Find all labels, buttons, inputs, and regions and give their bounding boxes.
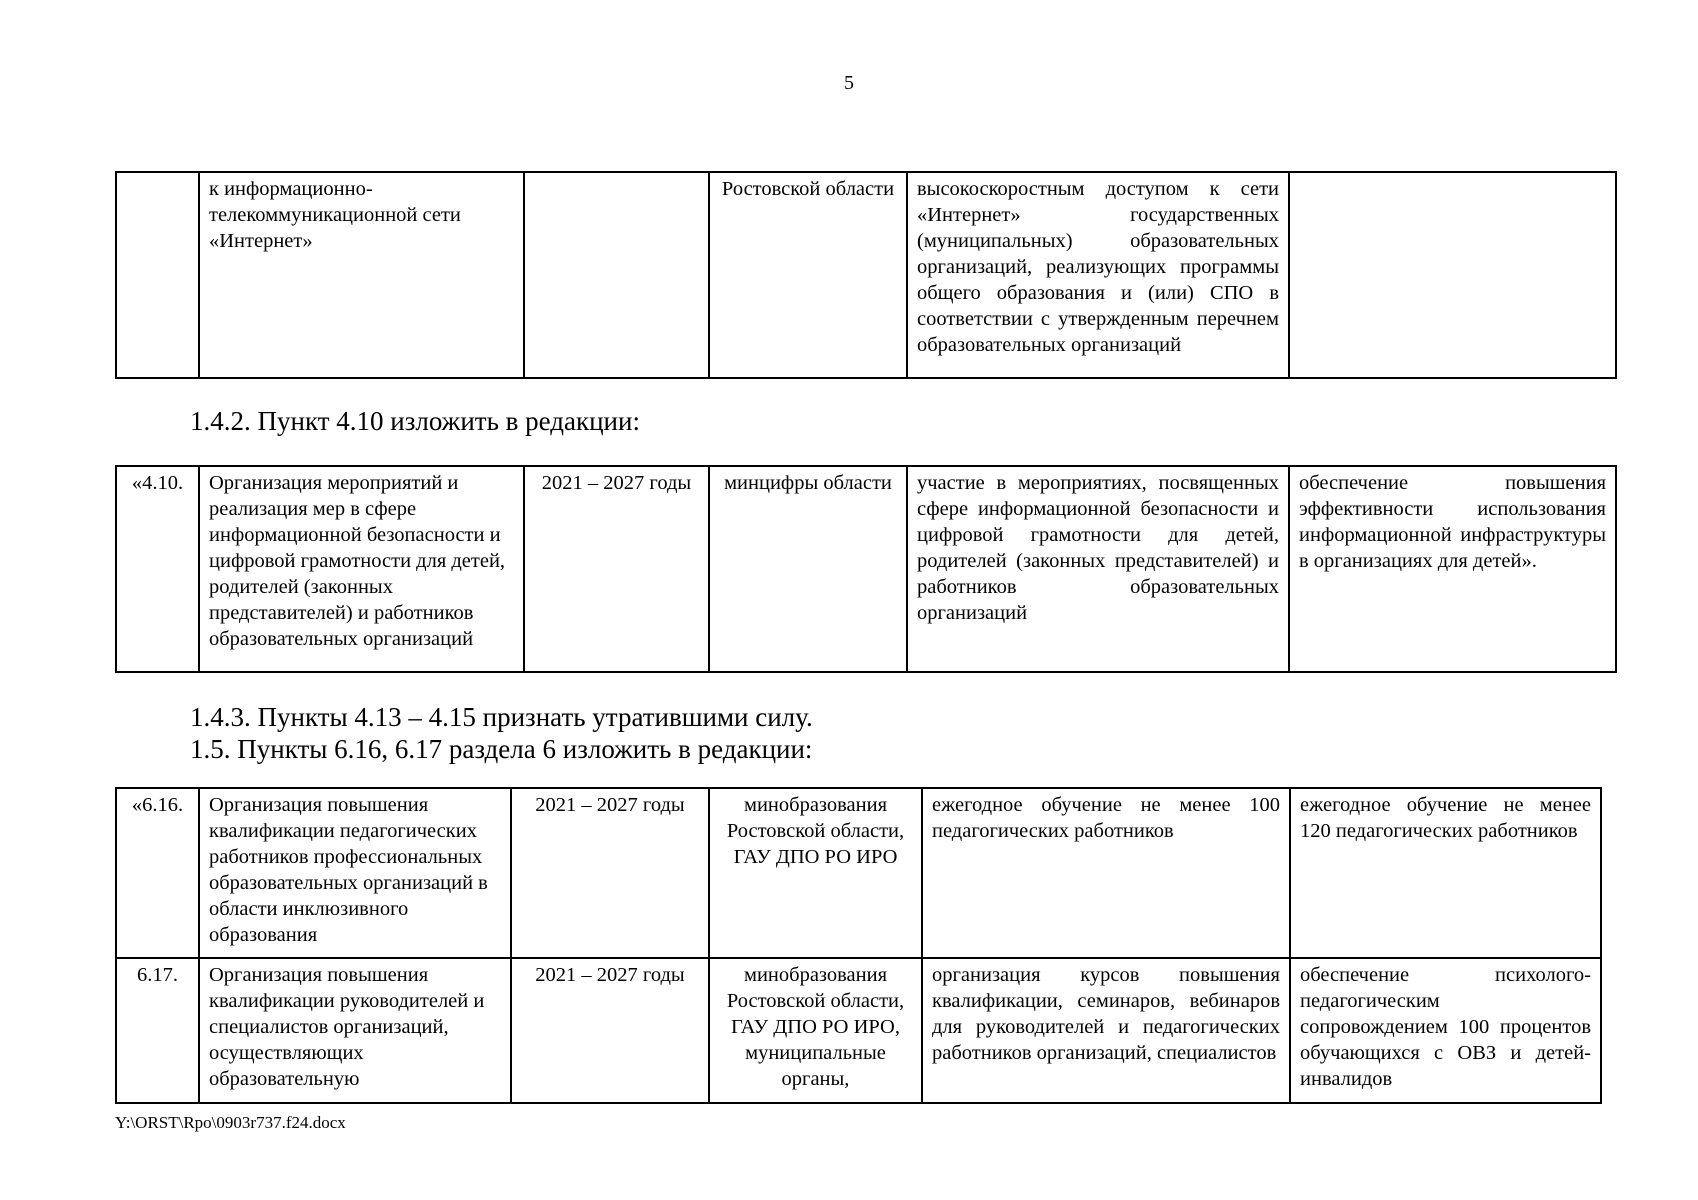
cell-task: Организация повышения квалификации педагогических работников профессиональных образовательных организаций в области инклюзивного образования <box>199 788 511 958</box>
cell-executor: Ростовской области <box>709 172 907 378</box>
cell-link <box>1289 172 1616 378</box>
table-item-4-10 <box>115 465 1617 673</box>
cell-period <box>524 172 709 378</box>
cell-result: ежегодное обучение не менее 100 педагогических работников <box>922 788 1290 958</box>
footer-file-path: Y:\ORST\Rpo\0903r737.f24.docx <box>115 1113 346 1132</box>
cell-period: 2021 – 2027 годы <box>511 788 709 958</box>
cell-num: «6.16. <box>116 788 199 958</box>
cell-link: обеспечение повышения эффективности использования информационной инфраструктуры в организациях для детей». <box>1289 466 1616 672</box>
cell-task: Организация повышения квалификации руководителей и специалистов организаций, осуществляющих образовательную <box>199 958 511 1103</box>
table-section-6 <box>115 787 1602 1104</box>
cell-num: «4.10. <box>116 466 199 672</box>
cell-executor: минобразования Ростовской области, ГАУ ДПО РО ИРО, муниципальные органы, <box>709 958 922 1103</box>
table-continued <box>115 171 1617 379</box>
table-row <box>116 466 1616 672</box>
cell-result: организация курсов повышения квалификации, семинаров, вебинаров для руководителей и педагогических работников организаций, специалистов <box>922 958 1290 1103</box>
cell-period: 2021 – 2027 годы <box>524 466 709 672</box>
cell-num: 6.17. <box>116 958 199 1103</box>
paragraph-1-4-3: 1.4.3. Пункты 4.13 – 4.15 признать утратившими силу. <box>190 702 813 732</box>
cell-task: Организация мероприятий и реализация мер в сфере информационной безопасности и цифровой грамотности для детей, родителей (законных представителей) и работников образовательных организаций <box>199 466 524 672</box>
cell-executor: минобразования Ростовской области, ГАУ ДПО РО ИРО <box>709 788 922 958</box>
page-number: 5 <box>844 72 854 94</box>
cell-link: обеспечение психолого-педагогическим сопровождением 100 процентов обучающихся с ОВЗ и детей-инвалидов <box>1290 958 1601 1103</box>
cell-executor: минцифры области <box>709 466 907 672</box>
cell-num <box>116 172 199 378</box>
table-row <box>116 958 1601 1103</box>
paragraph-1-4-2: 1.4.2. Пункт 4.10 изложить в редакции: <box>190 406 640 436</box>
cell-result: высокоскоростным доступом к сети «Интернет» государственных (муниципальных) образовательных организаций, реализующих программы общего образования и (или) СПО в соответствии с утвержденным перечнем образовательных организаций <box>907 172 1289 378</box>
cell-task: к информационно-телекоммуникационной сети «Интернет» <box>199 172 524 378</box>
table-row <box>116 172 1616 378</box>
cell-link: ежегодное обучение не менее 120 педагогических работников <box>1290 788 1601 958</box>
table-row <box>116 788 1601 958</box>
cell-result: участие в мероприятиях, посвященных сфере информационной безопасности и цифровой грамотности для детей, родителей (законных представителей) и работников образовательных организаций <box>907 466 1289 672</box>
cell-period: 2021 – 2027 годы <box>511 958 709 1103</box>
paragraph-1-5: 1.5. Пункты 6.16, 6.17 раздела 6 изложить в редакции: <box>190 734 813 764</box>
